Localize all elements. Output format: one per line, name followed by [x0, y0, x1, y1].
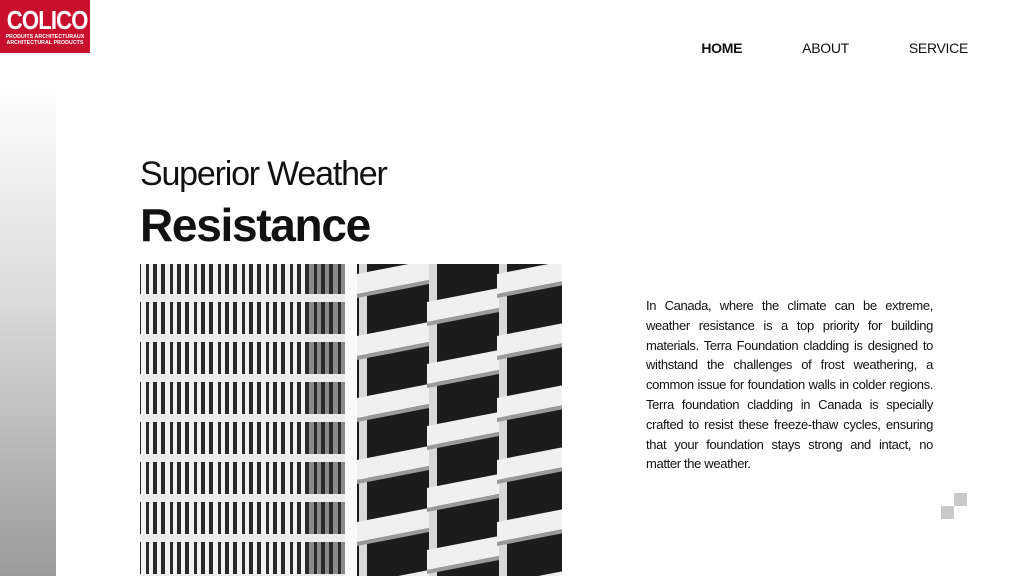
nav-home[interactable]: HOME — [701, 40, 743, 56]
logo-brand: COLICO — [6, 5, 88, 35]
hero-title-line1: Superior Weather — [140, 155, 387, 193]
hero-title-line2: Resistance — [140, 199, 370, 251]
nav-about[interactable]: ABOUT — [802, 40, 849, 56]
logo-subtitle-en: ARCHITECTURAL PRODUCTS — [6, 40, 84, 46]
logo-subtitle-fr: PRODUITS ARCHITECTURAUX — [5, 34, 85, 40]
main-nav — [701, 40, 968, 56]
left-gradient-bar — [0, 80, 56, 576]
nav-service[interactable]: SERVICE — [908, 40, 968, 56]
colico-logo[interactable] — [0, 0, 90, 53]
decorative-squares-icon — [941, 493, 967, 519]
hero-description: In Canada, where the climate can be extreme, weather resistance is a top priority for building materials. Terra Foundation cladding is designed to withstand the challenges of frost weathering, a common issue for foundation walls in colder regions. Terra foundation cladding in Canada is specially crafted to resist these freeze-thaw cycles, ensuring that your foundation stays strong and intact, no matter the weather. — [646, 298, 933, 472]
building-facade-photo — [140, 264, 562, 576]
